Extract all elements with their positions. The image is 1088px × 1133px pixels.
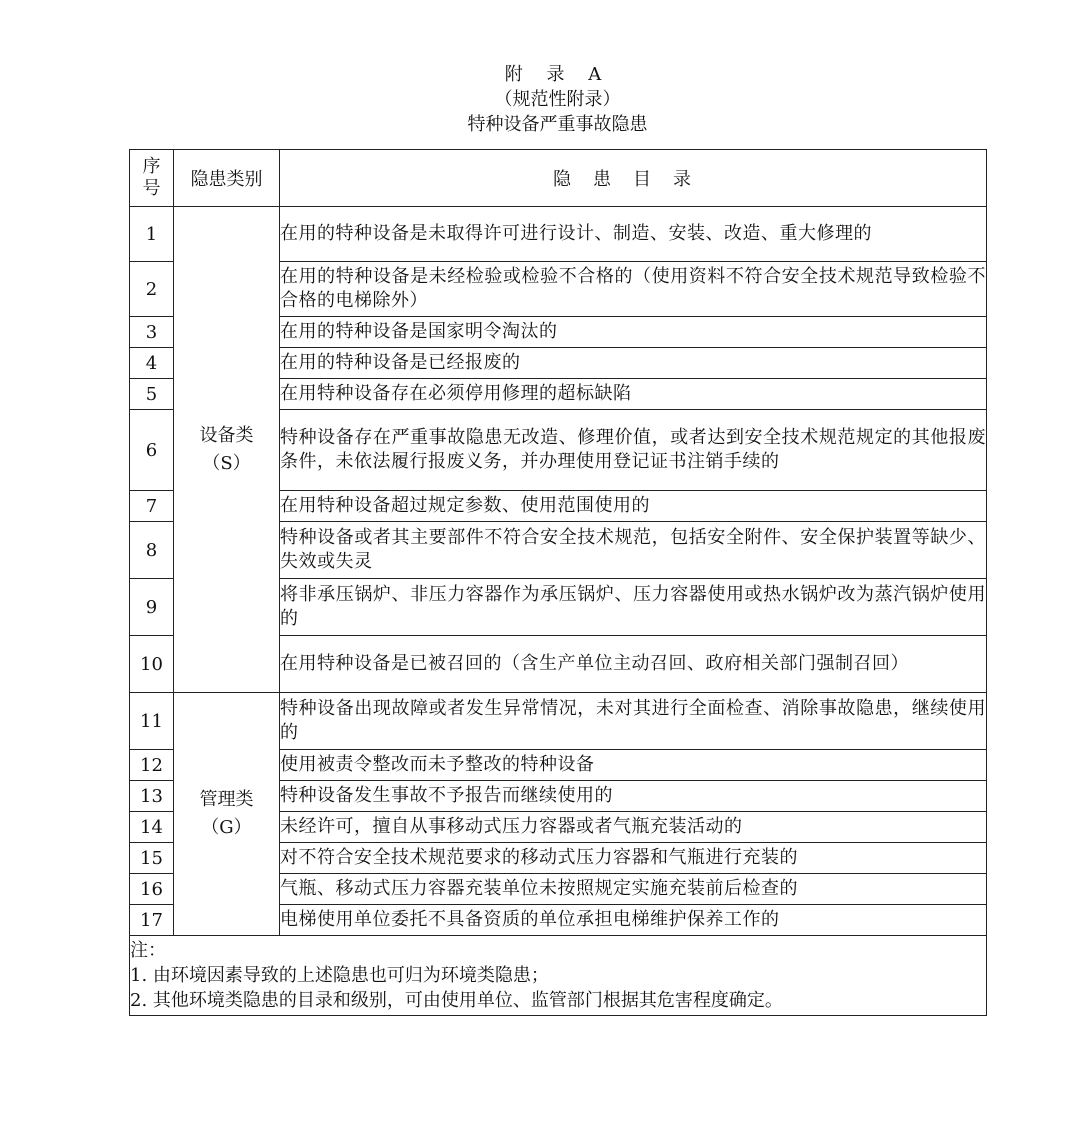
row-desc: 在用的特种设备是已经报废的 <box>280 348 987 379</box>
notes <box>130 936 987 1016</box>
notes-row <box>130 936 987 1016</box>
category-management: 管理类 （G） <box>174 693 280 936</box>
row-seq: 5 <box>130 379 174 410</box>
row-desc: 气瓶、移动式压力容器充装单位未按照规定实施充装前后检查的 <box>280 874 987 905</box>
row-desc: 电梯使用单位委托不具备资质的单位承担电梯维护保养工作的 <box>280 905 987 936</box>
row-desc: 特种设备或者其主要部件不符合安全技术规范，包括安全附件、安全保护装置等缺少、失效或失灵 <box>280 522 987 579</box>
row-desc: 使用被责令整改而未予整改的特种设备 <box>280 750 987 781</box>
row-desc: 在用的特种设备是未取得许可进行设计、制造、安装、改造、重大修理的 <box>280 207 987 262</box>
row-desc: 特种设备发生事故不予报告而继续使用的 <box>280 781 987 812</box>
row-seq: 13 <box>130 781 174 812</box>
row-desc: 特种设备出现故障或者发生异常情况，未对其进行全面检查、消除事故隐患，继续使用的 <box>280 693 987 750</box>
row-seq: 2 <box>130 262 174 317</box>
row-seq: 15 <box>130 843 174 874</box>
row-desc: 未经许可，擅自从事移动式压力容器或者气瓶充装活动的 <box>280 812 987 843</box>
row-desc: 在用的特种设备是未经检验或检验不合格的（使用资料不符合安全技术规范导致检验不合格的电梯除外） <box>280 262 987 317</box>
row-seq: 6 <box>130 410 174 491</box>
row-seq: 9 <box>130 579 174 636</box>
row-desc: 对不符合安全技术规范要求的移动式压力容器和气瓶进行充装的 <box>280 843 987 874</box>
note-item: 2. 其他环境类隐患的目录和级别，可由使用单位、监管部门根据其危害程度确定。 <box>130 990 783 1011</box>
annex-title: 附 录 A <box>504 64 611 85</box>
header-seq: 序 号 <box>130 150 174 207</box>
row-seq: 3 <box>130 317 174 348</box>
row-seq: 4 <box>130 348 174 379</box>
row-seq: 17 <box>130 905 174 936</box>
row-seq: 10 <box>130 636 174 693</box>
header-category: 隐患类别 <box>174 150 280 207</box>
hazard-table <box>129 149 987 1016</box>
row-desc: 在用特种设备存在必须停用修理的超标缺陷 <box>280 379 987 410</box>
row-seq: 8 <box>130 522 174 579</box>
category-equipment: 设备类 （S） <box>174 207 280 693</box>
table-row <box>130 693 987 750</box>
notes-label: 注： <box>130 940 166 961</box>
row-desc: 在用特种设备超过规定参数、使用范围使用的 <box>280 491 987 522</box>
row-desc: 在用特种设备是已被召回的（含生产单位主动召回、政府相关部门强制召回） <box>280 636 987 693</box>
table-title: 特种设备严重事故隐患 <box>467 114 648 135</box>
row-seq: 16 <box>130 874 174 905</box>
row-desc: 特种设备存在严重事故隐患无改造、修理价值，或者达到安全技术规范规定的其他报废条件，未依法履行报废义务，并办理使用登记证书注销手续的 <box>280 410 987 491</box>
row-desc: 将非承压锅炉、非压力容器作为承压锅炉、压力容器使用或热水锅炉改为蒸汽锅炉使用的 <box>280 579 987 636</box>
annex-type: （规范性附录） <box>494 89 621 110</box>
row-seq: 1 <box>130 207 174 262</box>
note-item: 1. 由环境因素导致的上述隐患也可归为环境类隐患； <box>130 965 549 986</box>
table-row <box>130 207 987 262</box>
row-seq: 14 <box>130 812 174 843</box>
row-seq: 11 <box>130 693 174 750</box>
row-seq: 7 <box>130 491 174 522</box>
row-seq: 12 <box>130 750 174 781</box>
header-list: 隐患目录 <box>280 150 987 207</box>
table-header-row <box>130 150 987 207</box>
title-block <box>0 62 1088 137</box>
row-desc: 在用的特种设备是国家明令淘汰的 <box>280 317 987 348</box>
